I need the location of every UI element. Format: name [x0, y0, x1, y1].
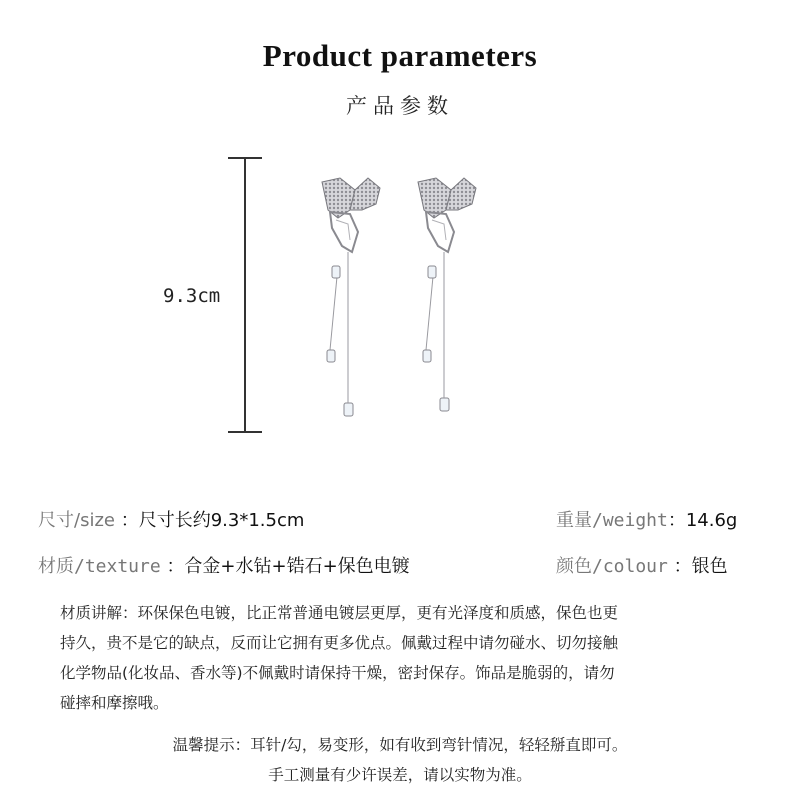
measure-note: 手工测量有少许误差，请以实物为准。 [268, 766, 532, 784]
ruler-bottom-cap [228, 431, 262, 433]
left-earring [322, 178, 380, 416]
page-subtitle: 产品参数 [346, 94, 454, 118]
description-line: 材质讲解：环保保色电镀，比正常普通电镀层更厚，更有光泽度和质感，保色也更 [60, 604, 619, 622]
texture-value: ：合金+水钻+锆石+保色电镀 [166, 556, 410, 577]
warm-tip: 温馨提示：耳针/勾，易变形，如有收到弯针情况，轻轻掰直即可。 [172, 736, 628, 754]
height-ruler [228, 157, 262, 433]
earrings-image [300, 170, 490, 430]
spec-size [38, 506, 304, 532]
description-line: 持久，贵不是它的缺点，反而让它拥有更多优点。佩戴过程中请勿碰水、切勿接触 [60, 634, 619, 652]
weight-label-en: /weight [592, 510, 668, 531]
spec-texture [38, 552, 410, 578]
size-value: ：尺寸长约9.3*1.5cm [120, 510, 305, 531]
colour-label-cn: 颜色 [556, 556, 592, 577]
weight-label-cn: 重量 [556, 510, 592, 531]
colour-value: ：银色 [673, 556, 728, 577]
texture-label-en: /texture [74, 556, 161, 577]
description-line: 碰摔和摩擦哦。 [60, 694, 169, 712]
size-label-en: /size [74, 510, 115, 531]
colour-label-en: /colour [592, 556, 668, 577]
right-earring [418, 178, 476, 411]
page-title: Product parameters [262, 38, 538, 73]
weight-value: ：14.6g [667, 510, 738, 531]
height-label: 9.3cm [163, 285, 221, 307]
material-description [60, 598, 760, 718]
spec-weight [556, 506, 737, 532]
description-line: 化学物品(化妆品、香水等)不佩戴时请保持干燥，密封保存。饰品是脆弱的，请勿 [60, 664, 615, 682]
texture-label-cn: 材质 [38, 556, 74, 577]
spec-colour [556, 552, 728, 578]
size-label-cn: 尺寸 [38, 510, 74, 531]
ruler-line [244, 157, 246, 433]
